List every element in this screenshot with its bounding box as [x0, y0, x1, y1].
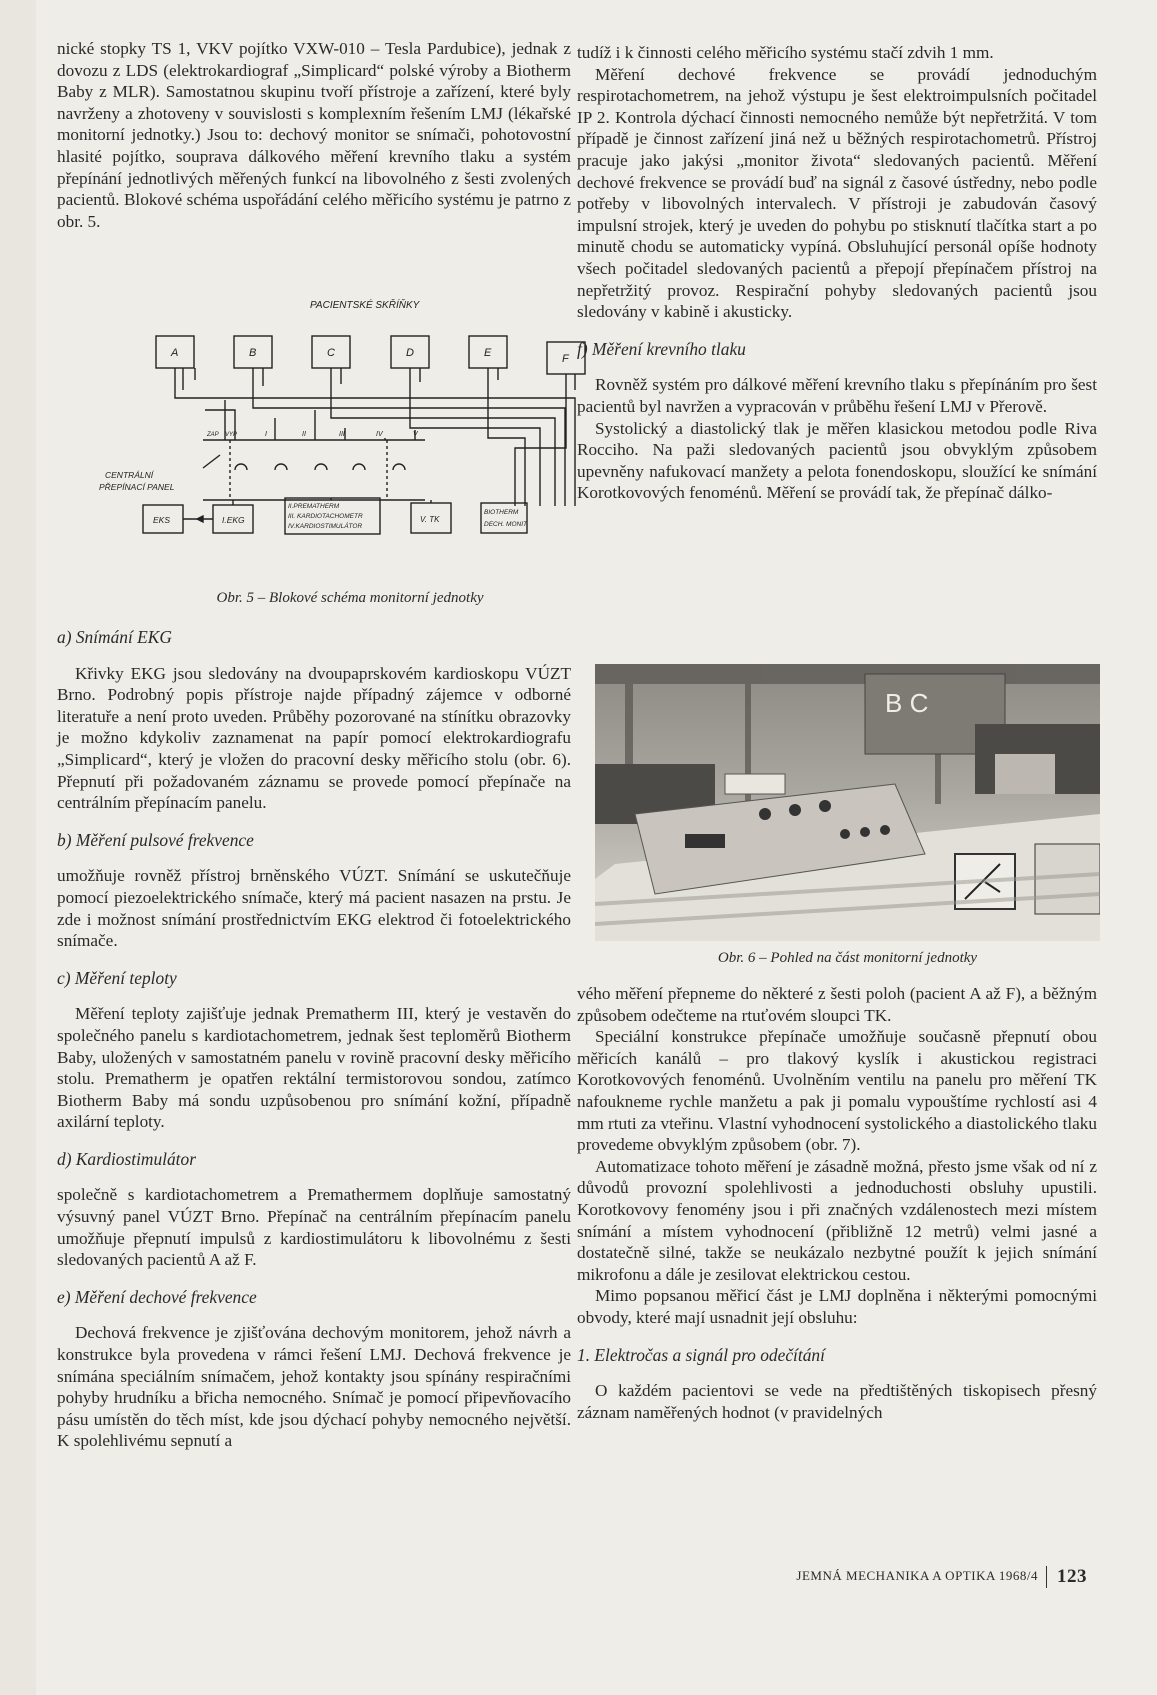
left-column-body — [57, 627, 571, 1452]
box-label-f: F — [562, 353, 569, 365]
panel-label-line2: PŘEPÍNACÍ PANEL — [99, 482, 175, 492]
section-d-text: společně s kardiotachometrem a Premathermem doplňuje samostatný výsuvný panel VÚZT Brno. Přepínač na centrálním přepínacím panelu umožňuje přepnutí impulsů z kardiostimulátoru k libovolnému z šesti sledovaných pacientů A až F. — [57, 1185, 571, 1270]
photo-wall-letters: B C — [885, 688, 929, 718]
section-d-title: d) Kardiostimulátor — [57, 1148, 196, 1169]
box-biotherm — [481, 503, 527, 533]
label-bio1: BIOTHERM — [484, 509, 519, 516]
section-c-title: c) Měření teploty — [57, 967, 177, 988]
label-eks: EKS — [153, 515, 171, 525]
switch-v: V — [413, 431, 418, 438]
section-b-title: b) Měření pulsové frekvence — [57, 829, 254, 850]
label-prem2: III. KARDIOTACHOMETR — [288, 513, 363, 520]
right-paragraph-4: Systolický a diastolický tlak je měřen klasickou metodou podle Riva Rocciho. Na paži sledovaných pacientů jsou obvyklým způsobem upevněny nafukovací manžety a pelota fonendoskopu, sloužící ke snímání Korotkovových fenoménů. Měření se provádí tak, že přepínač dálko- — [577, 418, 1097, 503]
panel-label-line1: CENTRÁLNÍ — [105, 470, 154, 480]
section-c-text: Měření teploty zajišťuje jednak Prematherm III, který je vestavěn do společného panelu s kardiotachometrem, jednak šest teploměrů Biotherm Baby, uložených v samostatném panelu v rovině pracovní desky měřicího stolu. Prematherm je opatřen rektální termistorovou sondou, zatímco Biotherm Baby má sondu uzpůsobenou pro snímání kožní, případně axilární teploty. — [57, 1004, 571, 1132]
page-footer — [796, 1566, 1087, 1588]
section-e-title: e) Měření dechové frekvence — [57, 1286, 257, 1307]
footer-divider — [1046, 1566, 1047, 1588]
label-vtk: V. TK — [420, 515, 440, 524]
switch-ii: II — [302, 431, 306, 438]
box-label-e: E — [484, 347, 492, 359]
figure-6-photo — [595, 664, 1100, 941]
section-1-title: 1. Elektročas a signál pro odečítání — [577, 1344, 825, 1365]
switch-iv: IV — [376, 431, 383, 438]
box-label-c: C — [327, 347, 335, 359]
box-label-b: B — [249, 347, 257, 359]
journal-name: JEMNÁ MECHANIKA A OPTIKA 1968/4 — [796, 1567, 1038, 1583]
switch-vyp: VYP — [225, 432, 238, 438]
right-paragraph-6: Speciální konstrukce přepínače umožňuje současně přepnutí obou měřicích kanálů – pro tlakový kyslík i akustickou registraci Korotkovových fenoménů. Uvolněním ventilu na panelu pro měření TK nafoukneme rychle manžetu a pak ji pomalu vypouštíme rychlostí asi 4 mm rtuti za vteřinu. Vlastní vyhodnocení systolického a diastolického tlaku provedeme obvyklým způsobem (obr. 7). — [577, 1027, 1097, 1155]
switch-zap: ZAP — [207, 432, 219, 438]
diagram-title: PACIENTSKÉ SKŘÍŇKY — [310, 300, 420, 311]
right-column-body — [577, 983, 1097, 1423]
box-label-d: D — [406, 347, 414, 359]
right-paragraph-3: Rovněž systém pro dálkové měření krevního tlaku s přepínáním pro šest pacientů byl navržen a vypracován v průběhu řešení LMJ v Přerově. — [577, 375, 1097, 416]
label-iekg: I.EKG — [222, 515, 245, 525]
block-diagram — [95, 290, 615, 580]
section-b-text: umožňuje rovněž přístroj brněnského VÚZT. Snímání se uskutečňuje pomocí piezoelektrického snímače, který má pacient nasazen na prstu. Je zde i možnost snímání prostřednictvím EKG elektrod či fotoelektrického snímače. — [57, 866, 571, 951]
label-prem3: IV.KARDIOSTIMULÁTOR — [288, 523, 363, 530]
right-paragraph-1: tudíž i k činnosti celého měřicího systému stačí zdvih 1 mm. — [577, 43, 994, 62]
label-prem1: II.PREMATHERM — [288, 503, 340, 510]
section-e-text: Dechová frekvence je zjišťována dechovým monitorem, jehož návrh a konstrukce byla provedena v rámci řešení LMJ. Dechová frekvence je snímána speciálním snímačem, jehož kontakty jsou spínány respiračními pohyby hrudníku a břicha nemocného. Snímač je pomocí připevňovacího pásu umístěn do těch míst, kde jsou dýchací pohyby nemocného největší. K spolehlivému sepnutí a — [57, 1323, 571, 1451]
box-label-a: A — [171, 347, 179, 359]
label-bio2: DECH. MONIT. — [484, 521, 529, 528]
intro-paragraph: nické stopky TS 1, VKV pojítko VXW-010 – Tesla Pardubice), jednak z dovozu z LDS (elektrokardiograf „Simplicard“ polské výroby a Biotherm Baby z MLR). Samostatnou skupinu tvoří přístroje a zařízení, které byly navrženy a zhotoveny v souvislosti s komplexním řešením LMJ (lékařské monitorní jednotky.) Jsou to: dechový monitor se snímači, pohotovostní hlasité pojítko, souprava dálkového měření krevního tlaku a systém přepínání jednotlivých měřených funkcí na libovolného z šesti zvolených pacientů. Blokové schéma uspořádání celého měřicího systému je patrno z obr. 5. — [57, 39, 571, 231]
section-a-title: a) Snímání EKG — [57, 627, 172, 647]
page-number: 123 — [1057, 1566, 1087, 1587]
switch-iii: III — [339, 431, 345, 438]
left-column-top — [57, 38, 571, 232]
switch-i: I — [265, 431, 267, 438]
right-column-top — [577, 42, 1097, 504]
figure-6-caption: Obr. 6 – Pohled na část monitorní jednotky — [717, 950, 978, 966]
figure-5-caption: Obr. 5 – Blokové schéma monitorní jednotky — [216, 590, 484, 606]
right-paragraph-9: O každém pacientovi se vede na předtištěných tiskopisech přesný záznam naměřených hodnot (v pravidelných — [577, 1381, 1097, 1422]
right-paragraph-8: Mimo popsanou měřicí část je LMJ doplněna i některými pomocnými obvody, které mají usnadnit její obsluhu: — [577, 1286, 1097, 1327]
section-a-text: Křivky EKG jsou sledovány na dvoupaprskovém kardioskopu VÚZT Brno. Podrobný popis přístroje najde případný zájemce v odborné literatuře a není proto uveden. Průběhy pozorované na stínítku obrazovky je možno kdykoliv zaznamenat na papír pomocí elektrokardiografu „Simplicard“, který je vložen do pracovní desky měřicího stolu (obr. 6). Přepnutí při požadovaném záznamu se provede pomocí přepínače na centrálním přepínacím panelu. — [57, 663, 571, 813]
right-paragraph-2: Měření dechové frekvence se provádí jednoduchým respirotachometrem, na jehož výstupu je šest elektroimpulsních počitadel IP 2. Kontrola dýchací činnosti nemocného nemůže být nepřetržitá. V tom případě je činnost zařízení jiná než u běžných respirotachometrů. Přístroj pracuje jako jakýsi „monitor života“ sledovaných pacientů. Měření dechové frekvence se provádí buď na signál z časové ústředny, nebo podle potřeby v libovolných intervalech. V přístroji je zabudován časový impulsní strojek, který je uveden do pohybu po stisknutí tlačítka start a po minutě chodu se automaticky vypíná. Obsluhující personál opíše hodnoty všech počitadel sledovaných pacientů a přepojí přepínačem přístroj na nepřetržitý provoz. Respirační pohyby sledovaných pacientů jsou sledovány v kabině i akusticky. — [577, 64, 1097, 322]
right-paragraph-5: vého měření přepneme do některé z šesti poloh (pacient A až F), a běžným způsobem odečteme na rtuťovém sloupci TK. — [577, 984, 1097, 1025]
section-f-title: f) Měření krevního tlaku — [577, 338, 746, 359]
right-paragraph-7: Automatizace tohoto měření je zásadně možná, přesto jsme však od ní z důvodů provozní spolehlivosti a jednoduchosti obsluhy upustili. Korotkovovy fenomény jsou i při značných vzdálenostech mezi místem snímání a místem vyhodnocení (přibližně 12 metrů) velmi jasné a dostatečně silné, takže se neukázalo nezbytné použít k jejich snímání mikrofonu a dále je zesilovat elektrickou cestou. — [577, 1156, 1097, 1284]
